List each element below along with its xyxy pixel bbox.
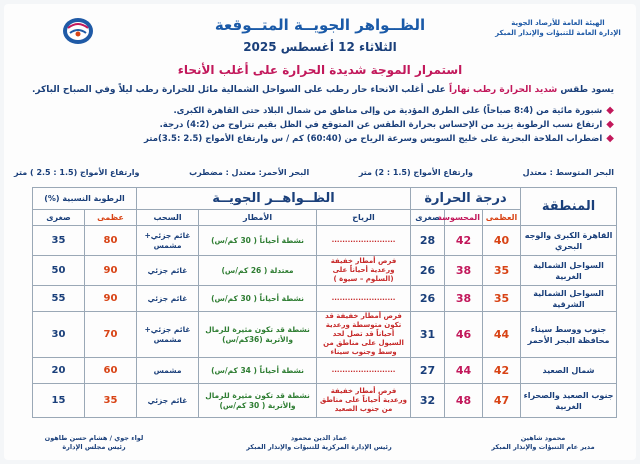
table-row — [33, 312, 617, 358]
region-cell: جنوب ووسط سيناء محافظة البحر الأحمر — [521, 312, 617, 358]
rain-cell: ........................ — [317, 358, 411, 384]
rain-header: الأمطار — [199, 210, 317, 226]
rain-cell: ........................ — [317, 226, 411, 256]
bullet-item — [14, 132, 614, 146]
region-cell: جنوب الصعيد والصحراء الغربية — [521, 384, 617, 418]
page-title: الظــواهر الجويــة المتــوقعة — [214, 16, 426, 34]
sea-status-row — [14, 168, 614, 177]
tmax-cell: 47 — [483, 384, 521, 418]
org-name: الهيئة العامة للأرصاد الجوية — [511, 19, 605, 27]
table-row — [33, 286, 617, 312]
signature-name: محمود شاهين — [520, 434, 566, 442]
tmax-cell: 35 — [483, 256, 521, 286]
headline: استمرار الموجة شديدة الحرارة على أغلب الأنحاء — [177, 63, 463, 77]
hmin-cell: 15 — [33, 384, 85, 418]
tmax-header: العظمى — [483, 210, 521, 226]
hmin-cell: 30 — [33, 312, 85, 358]
rain-cell: فرص أمطار خفيفة ورعدية أحياناً على مناطق من جنوب الصعيد — [317, 384, 411, 418]
bullet-text: شبورة مائية من (8:4 صباحاً) على الطرق المؤدية من وإلى مناطق من شمال البلاد حتى القاهرة الكبرى. — [173, 106, 603, 116]
rain-cell: ........................ — [317, 286, 411, 312]
intro-paragraph — [14, 84, 614, 97]
hmax-cell: 60 — [85, 358, 137, 384]
wind-cell: نشطة أحياناً ( 30 كم/س) — [199, 286, 317, 312]
wind-cell: نشطة أحياناً ( 34 كم/س) — [199, 358, 317, 384]
hmin-cell: 35 — [33, 226, 85, 256]
clouds-cell: غائم جزئي — [137, 256, 199, 286]
diamond-bullet-icon: ◆ — [606, 105, 614, 116]
mediterranean-waves: وارتفاع الأمواج (1.5 : 2) متر — [358, 168, 473, 177]
intro-rest: على أغلب الانحاء حار رطب على السواحل الشمالية مائل للحرارة رطب ليلاً وفي الصباح الباكر. — [31, 85, 449, 95]
table-row — [33, 256, 617, 286]
bullet-list — [14, 104, 614, 146]
wind-cell: نشطة قد تكون مثيرة للرمال والأتربة ( 30 كم/س) — [199, 384, 317, 418]
region-header: المنطقة — [521, 188, 617, 226]
humidity-header: الرطوبة النسبية (%) — [33, 188, 137, 210]
hmax-cell: 90 — [85, 286, 137, 312]
tmax-cell: 44 — [483, 312, 521, 358]
intro-highlight: شديد الحرارة رطب نهاراً — [448, 85, 558, 95]
tmin-cell: 27 — [411, 358, 445, 384]
forecast-document — [4, 4, 636, 460]
forecast-date: الثلاثاء 12 أغسطس 2025 — [243, 40, 397, 54]
temperature-header: درجة الحرارة — [411, 188, 521, 210]
tfelt-cell: 48 — [445, 384, 483, 418]
signature-title: مدير عام التنبؤات والإنذار المبكر — [491, 443, 595, 451]
rain-cell: فرص أمطار خفيفة قد تكون متوسطة ورعدية أحياناً قد تصل لحد السيول على مناطق من وسط وجنوب سيناء — [317, 312, 411, 358]
diamond-bullet-icon: ◆ — [606, 133, 614, 144]
hmax-cell: 70 — [85, 312, 137, 358]
wind-cell: نشطة قد تكون مثيرة للرمال والأتربة (36كم/س) — [199, 312, 317, 358]
tmin-cell: 26 — [411, 286, 445, 312]
region-cell: السواحل الشمالية الشرقية — [521, 286, 617, 312]
signature-title: رئيس مجلس الإدارة — [62, 443, 126, 451]
intro-prefix: يسود طقس — [557, 85, 614, 95]
tmin-cell: 28 — [411, 226, 445, 256]
hmin-cell: 20 — [33, 358, 85, 384]
forecast-table — [32, 187, 617, 418]
region-cell: القاهرة الكبرى والوجه البحري — [521, 226, 617, 256]
table-row — [33, 358, 617, 384]
bullet-item — [14, 104, 614, 118]
tfelt-cell: 38 — [445, 286, 483, 312]
table-row — [33, 384, 617, 418]
hmax-cell: 35 — [85, 384, 137, 418]
bullet-item — [14, 118, 614, 132]
red-sea-waves: وارتفاع الأمواج (1.5 : 2.5 ) متر — [14, 168, 140, 177]
wind-cell: معتدلة ( 26 كم/س) — [199, 256, 317, 286]
clouds-cell: غائم جزئي+ مشمس — [137, 226, 199, 256]
tfelt-cell: 44 — [445, 358, 483, 384]
signature-center — [229, 434, 409, 452]
region-cell: السواحل الشمالية الغربية — [521, 256, 617, 286]
tmin-cell: 32 — [411, 384, 445, 418]
bullet-text: اضطراب الملاحة البحرية على خليج السويس وسرعة الرياح من (60:40) كم / س وارتفاع الأمواج (2.5 :3.5)متر — [143, 134, 603, 144]
tfelt-cell: 46 — [445, 312, 483, 358]
red-sea-status: البحر الأحمر: معتدل : مضطرب — [189, 168, 310, 177]
hmax-header: عظمى — [85, 210, 137, 226]
tmax-cell: 42 — [483, 358, 521, 384]
clouds-cell: مشمس — [137, 358, 199, 384]
hmin-cell: 55 — [33, 286, 85, 312]
diamond-bullet-icon: ◆ — [606, 119, 614, 130]
rain-cell: فرص أمطار خفيفة ورعدية أحياناً على (السلوم – سيوة ) — [317, 256, 411, 286]
tmax-cell: 40 — [483, 226, 521, 256]
clouds-cell: غائم جزئي+ مشمس — [137, 312, 199, 358]
tfelt-cell: 38 — [445, 256, 483, 286]
signature-name: عماد الدين محمود — [290, 434, 348, 442]
phenomena-header: الظــواهــر الجويــة — [137, 188, 411, 210]
tmin-cell: 26 — [411, 256, 445, 286]
signature-name: لواء جوي / هشام حسن طاهون — [44, 434, 144, 442]
signature-title: رئيس الإدارة المركزية للتنبؤات والإنذار المبكر — [246, 443, 392, 451]
signature-left — [24, 434, 164, 452]
clouds-cell: غائم جزئي — [137, 384, 199, 418]
hmax-cell: 90 — [85, 256, 137, 286]
bullet-text: ارتفاع نسب الرطوبة يزيد من الإحساس بحرارة الطقس عن المتوقع في الظل بقيم تتراوح من (4:2) درجة. — [159, 120, 603, 130]
hmin-header: صغرى — [33, 210, 85, 226]
tfelt-cell: 42 — [445, 226, 483, 256]
wind-cell: نشطة أحياناً ( 30 كم/س) — [199, 226, 317, 256]
region-cell: شمال الصعيد — [521, 358, 617, 384]
clouds-header: السحب — [137, 210, 199, 226]
mediterranean-status: البحر المتوسط : معتدل — [522, 168, 614, 177]
table-row — [33, 226, 617, 256]
clouds-cell: غائم جزئي — [137, 286, 199, 312]
tmin-header: صغرى — [411, 210, 445, 226]
tmin-cell: 31 — [411, 312, 445, 358]
wind-header: الرياح — [317, 210, 411, 226]
org-department: الإدارة العامة للتنبؤات والإنذار المبكر — [495, 29, 621, 37]
hmin-cell: 50 — [33, 256, 85, 286]
tfelt-header: المحسوسة — [445, 210, 483, 226]
signature-right — [468, 434, 618, 452]
hmax-cell: 80 — [85, 226, 137, 256]
tmax-cell: 35 — [483, 286, 521, 312]
